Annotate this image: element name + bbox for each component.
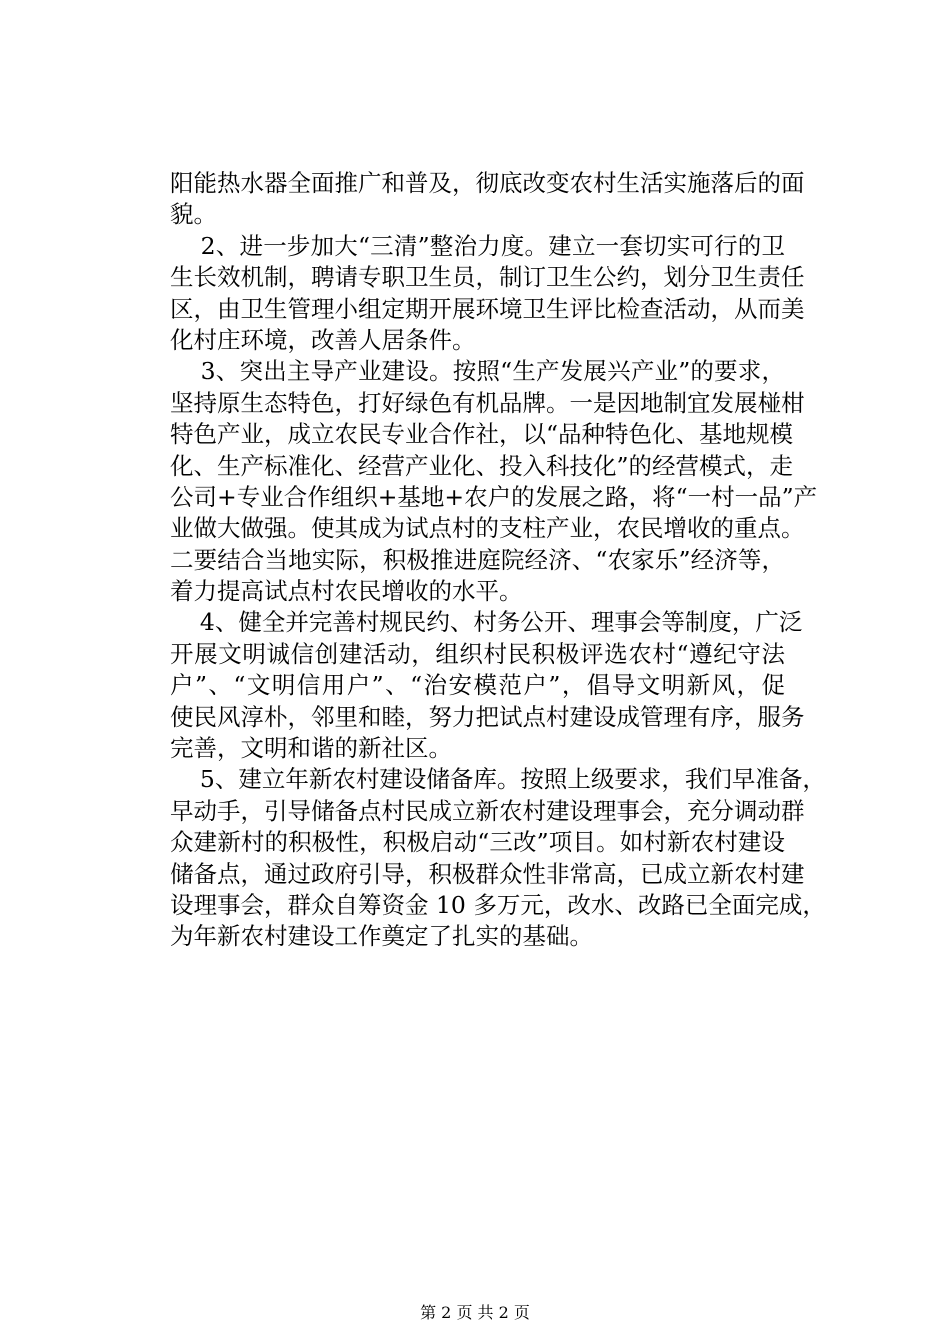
text-line: 着力提高试点村农民增收的水平。 xyxy=(170,577,523,606)
text-line: 开展文明诚信创建活动，组织村民积极评选农村“遵纪守法 xyxy=(170,639,785,668)
body-text xyxy=(170,168,826,953)
text-line: 化、生产标准化、经营产业化、投入科技化”的经营模式，走 xyxy=(170,451,794,480)
text-line: 特色产业，成立农民专业合作社，以“品种特色化、基地规模 xyxy=(170,420,794,449)
text-line: 设理事会，群众自筹资金 10 多万元，改水、改路已全面完成， xyxy=(170,890,826,919)
text-line: 坚持原生态特色，打好绿色有机品牌。一是因地制宜发展椪柑 xyxy=(170,388,805,417)
text-line: 使民风淳朴，邻里和睦，努力把试点村建设成管理有序，服务 xyxy=(170,702,805,731)
text-line: 众建新村的积极性，积极启动“三改”项目。如村新农村建设 xyxy=(170,828,785,857)
text-line: 为年新农村建设工作奠定了扎实的基础。 xyxy=(170,922,593,951)
text-line: 早动手，引导储备点村民成立新农村建设理事会，充分调动群 xyxy=(170,796,805,825)
text-line: 生长效机制，聘请专职卫生员，制订卫生公约，划分卫生责任 xyxy=(170,263,805,292)
text-line: 2、进一步加大“三清”整治力度。建立一套切实可行的卫 xyxy=(170,231,785,260)
text-line: 5、建立年新农村建设储备库。按照上级要求，我们早准备， xyxy=(170,765,826,794)
text-line: 完善，文明和谐的新社区。 xyxy=(170,734,452,763)
text-line: 户”、“文明信用户”、“治安模范户”，倡导文明新风，促 xyxy=(170,671,785,700)
text-line: 阳能热水器全面推广和普及，彻底改变农村生活实施落后的面 xyxy=(170,169,805,197)
text-line: 二要结合当地实际，积极推进庭院经济、“农家乐”经济等， xyxy=(170,545,785,574)
page-footer: 第 2 页 共 2 页 xyxy=(420,1303,530,1322)
text-line: 区，由卫生管理小组定期开展环境卫生评比检查活动，从而美 xyxy=(170,294,805,323)
text-line: 公司+专业合作组织+基地+农户的发展之路，将“一村一品”产 xyxy=(170,482,818,511)
text-line: 4、健全并完善村规民约、村务公开、理事会等制度，广泛 xyxy=(170,608,803,637)
text-line: 化村庄环境，改善人居条件。 xyxy=(170,325,476,354)
text-line: 貌。 xyxy=(170,200,217,229)
text-line: 3、突出主导产业建设。按照“生产发展兴产业”的要求， xyxy=(170,357,785,386)
text-line: 储备点，通过政府引导，积极群众性非常高，已成立新农村建 xyxy=(170,859,805,888)
text-line: 业做大做强。使其成为试点村的支柱产业，农民增收的重点。 xyxy=(170,514,805,543)
